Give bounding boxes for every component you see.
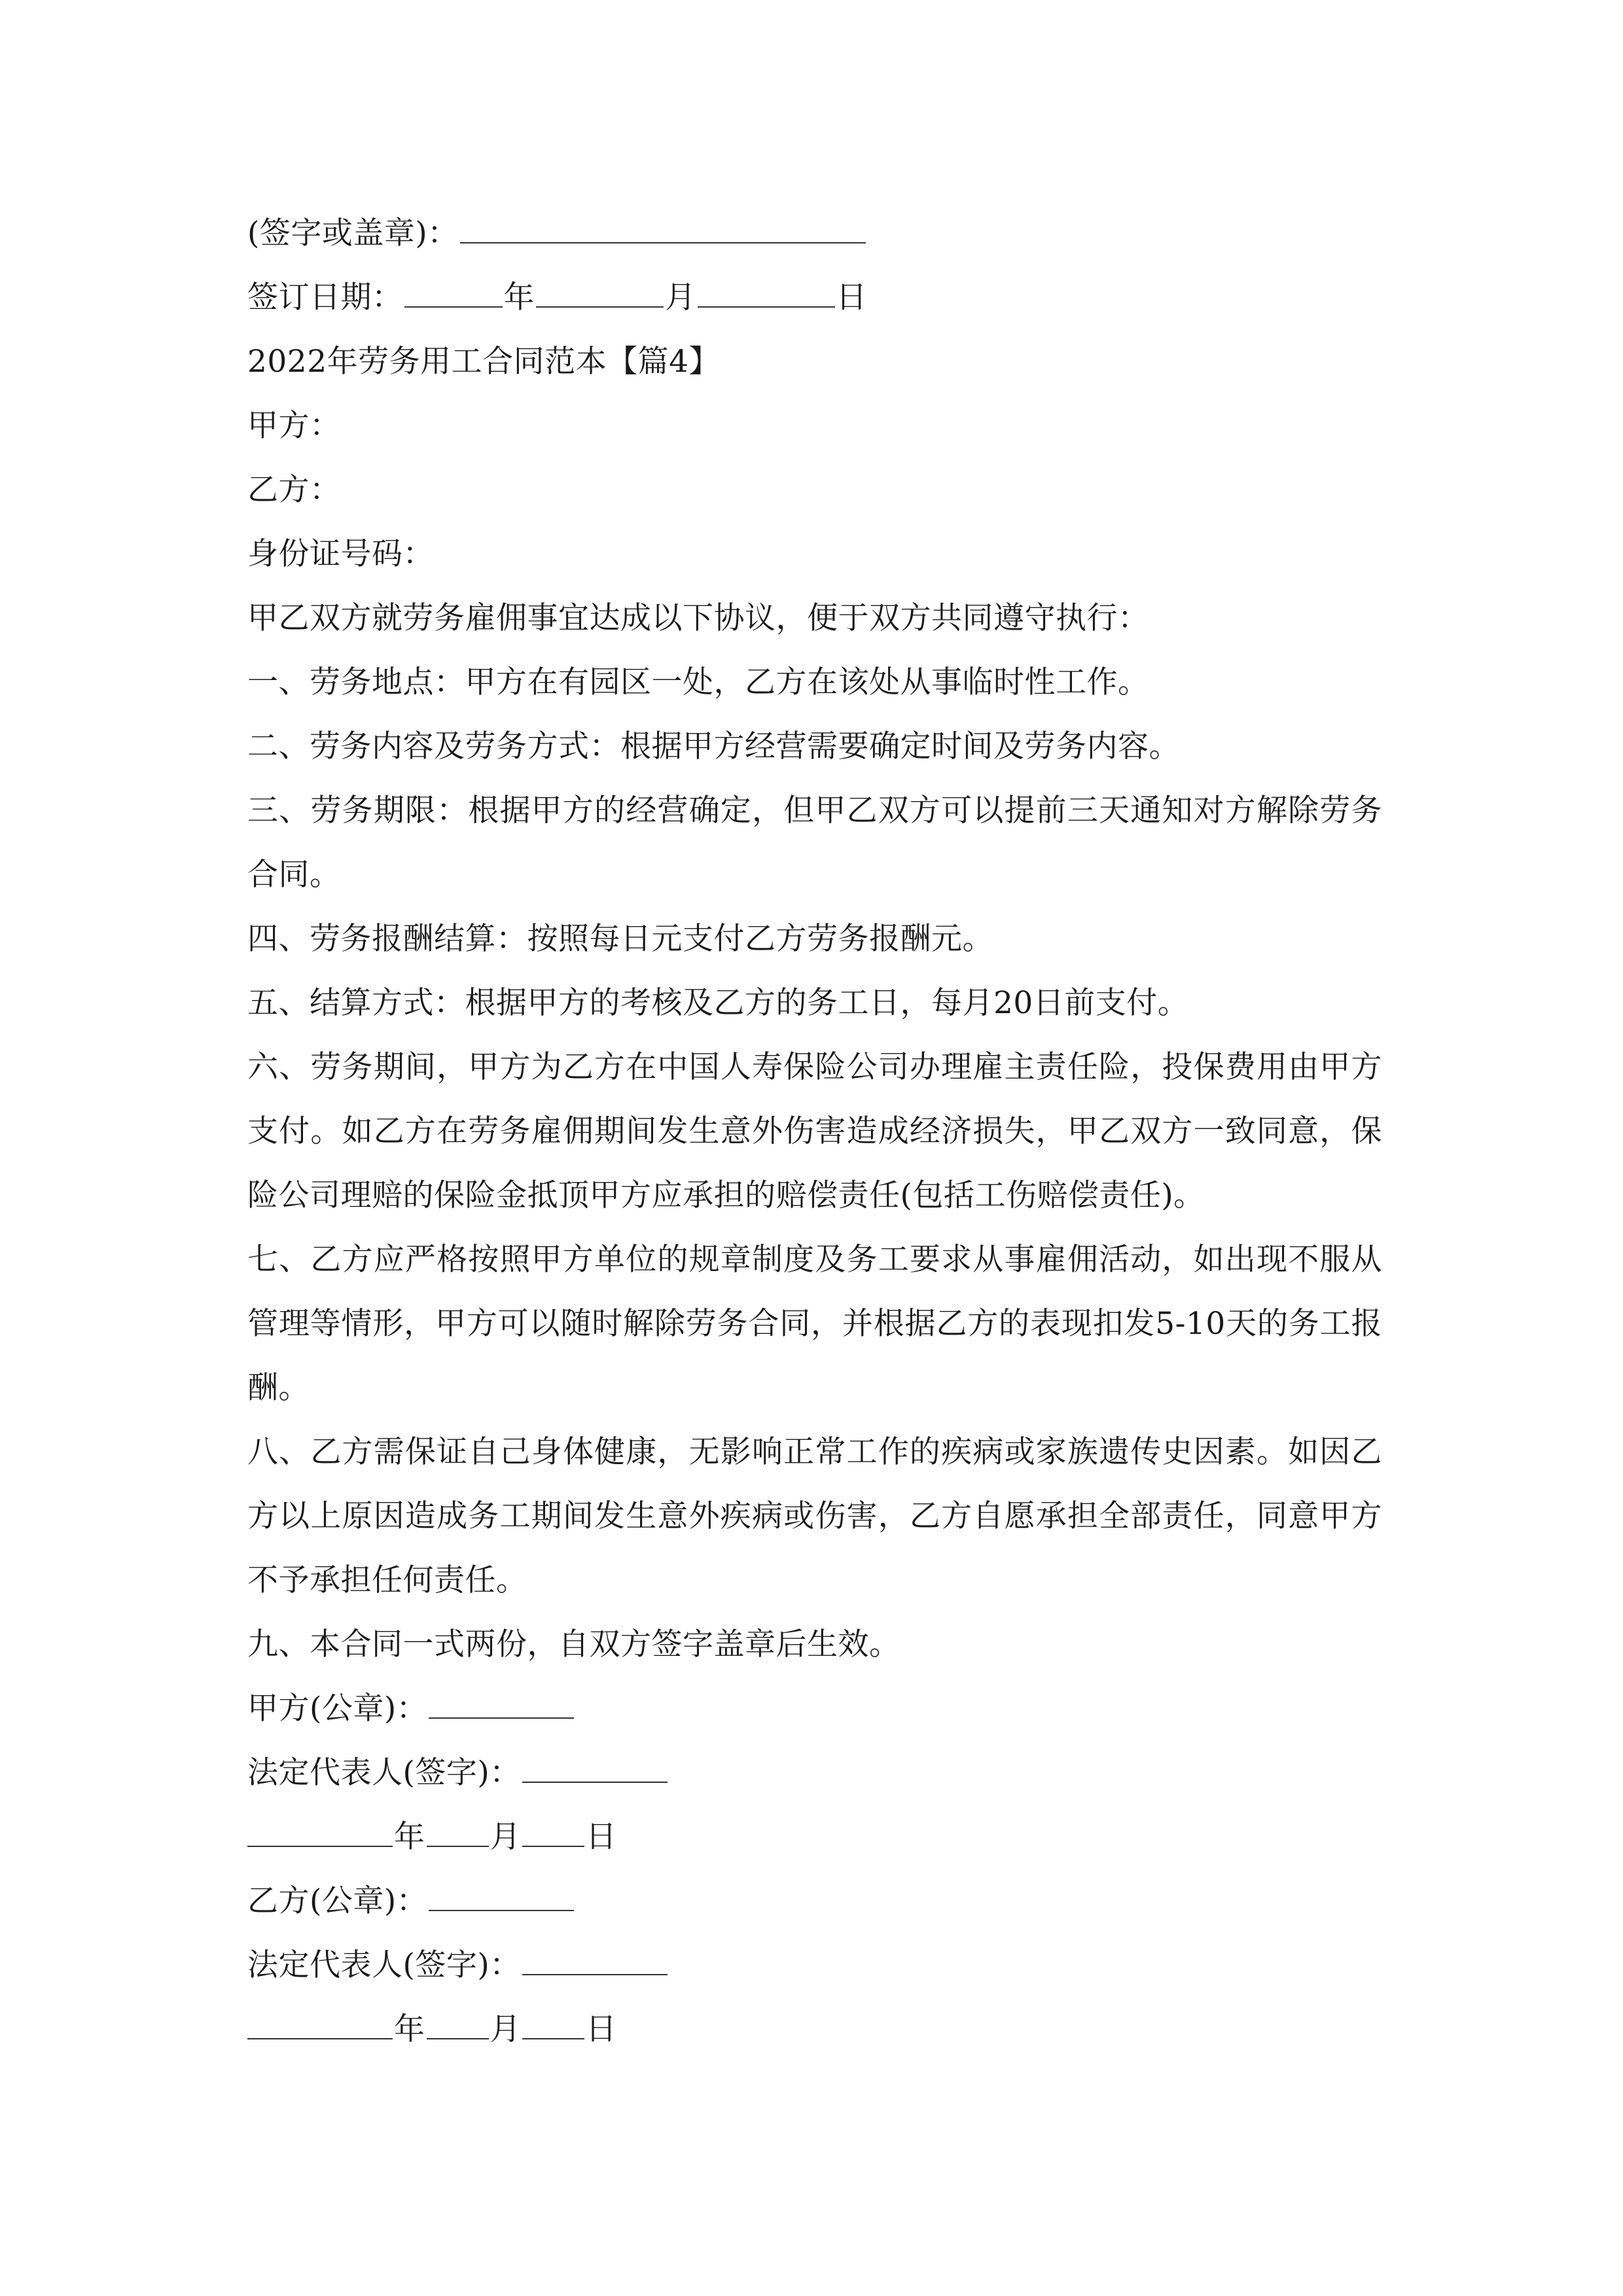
year-blank	[404, 280, 503, 308]
party-b-month-label: 月	[490, 2011, 521, 2047]
day-blank	[698, 280, 835, 308]
year-label: 年	[503, 279, 535, 315]
party-a-seal-line	[247, 1677, 1382, 1741]
party-a-year-label: 年	[394, 1819, 425, 1855]
clause-1: 一、劳务地点：甲方在有园区一处，乙方在该处从事临时性工作。	[247, 664, 1149, 700]
party-a-month-label: 月	[490, 1819, 521, 1855]
party-a-date-line	[247, 1805, 1382, 1869]
clause-6: 六、劳务期间，甲方为乙方在中国人寿保险公司办理雇主责任险，投保费用由甲方支付。如乙方在劳务雇佣期间发生意外伤害造成经济损失，甲乙双方一致同意，保险公司理赔的保险金抵顶甲方应承担的赔偿责任(包括工伤赔偿责任)。	[247, 1049, 1382, 1213]
clause-4: 四、劳务报酬结算：按照每日元支付乙方劳务报酬元。	[247, 921, 993, 957]
party-b-month-blank	[427, 2012, 489, 2039]
party-a-rep-line	[247, 1741, 1382, 1805]
party-a-rep-blank	[522, 1755, 668, 1783]
party-b-date-line	[247, 1998, 1382, 2062]
party-b-rep-blank	[522, 1948, 668, 1975]
party-b-day-blank	[522, 2012, 584, 2039]
month-blank	[536, 280, 664, 308]
month-label: 月	[665, 279, 696, 315]
signature-line	[247, 202, 1382, 266]
day-label: 日	[836, 279, 867, 315]
party-b-day-label: 日	[586, 2011, 617, 2047]
clause-7: 七、乙方应严格按照甲方单位的规章制度及务工要求从事雇佣活动，如出现不服从管理等情形，甲方可以随时解除劳务合同，并根据乙方的表现扣发5-10天的务工报酬。	[247, 1242, 1382, 1406]
sign-date-line	[247, 266, 1382, 330]
party-b-year-label: 年	[394, 2011, 425, 2047]
party-a-day-label: 日	[586, 1819, 617, 1855]
party-b-rep-label: 法定代表人(签字)：	[247, 1947, 521, 1983]
party-a-line: 甲方：	[247, 408, 341, 444]
party-a-year-blank	[247, 1820, 393, 1847]
clause-3: 三、劳务期限：根据甲方的经营确定，但甲乙双方可以提前三天通知对方解除劳务合同。	[247, 793, 1382, 893]
party-a-seal-label: 甲方(公章)：	[247, 1691, 428, 1727]
party-a-day-blank	[522, 1820, 584, 1847]
sign-date-label: 签订日期：	[247, 279, 403, 315]
document-body	[247, 202, 1382, 2062]
party-b-line: 乙方：	[247, 472, 341, 508]
signature-blank	[460, 216, 866, 243]
party-a-month-blank	[427, 1820, 489, 1847]
document-title: 2022年劳务用工合同范本【篇4】	[247, 344, 721, 380]
party-a-rep-label: 法定代表人(签字)：	[247, 1755, 521, 1791]
clause-5: 五、结算方式：根据甲方的考核及乙方的务工日，每月20日前支付。	[247, 985, 1189, 1021]
clause-9: 九、本合同一式两份，自双方签字盖章后生效。	[247, 1626, 901, 1662]
party-b-year-blank	[247, 2012, 393, 2039]
intro-paragraph: 甲乙双方就劳务雇佣事宜达成以下协议，便于双方共同遵守执行：	[247, 600, 1149, 636]
party-b-seal-blank	[429, 1884, 574, 1911]
party-b-seal-line	[247, 1869, 1382, 1933]
clause-8: 八、乙方需保证自己身体健康，无影响正常工作的疾病或家族遗传史因素。如因乙方以上原因造成务工期间发生意外疾病或伤害，乙方自愿承担全部责任，同意甲方不予承担任何责任。	[247, 1434, 1382, 1598]
clause-2: 二、劳务内容及劳务方式：根据甲方经营需要确定时间及劳务内容。	[247, 728, 1180, 764]
party-a-seal-blank	[429, 1691, 574, 1719]
id-number-line: 身份证号码：	[247, 536, 434, 572]
signature-label: (签字或盖章)：	[247, 215, 459, 251]
party-b-rep-line	[247, 1933, 1382, 1998]
party-b-seal-label: 乙方(公章)：	[247, 1883, 428, 1919]
